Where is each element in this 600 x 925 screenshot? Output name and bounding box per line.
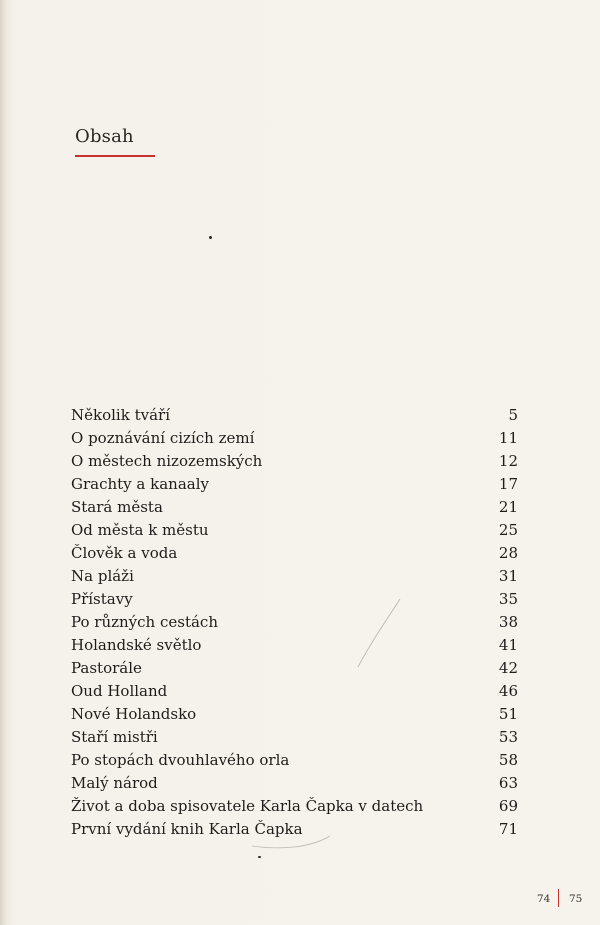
toc-entry [71, 795, 518, 818]
toc-entry [71, 680, 518, 703]
toc-entry [71, 427, 518, 450]
toc-entry-page: 5 [508, 406, 518, 424]
toc-entry-page: 28 [498, 544, 518, 562]
toc-entry-page: 25 [498, 521, 518, 539]
toc-entry-title: O poznávání cizích zemí [71, 429, 255, 447]
toc-entry-page: 53 [498, 728, 518, 746]
toc-entry-title: Na pláži [71, 567, 134, 585]
toc-entry-page: 51 [498, 705, 518, 723]
toc-entry-title: Oud Holland [71, 682, 168, 700]
toc-entry [71, 496, 518, 519]
toc-entry [71, 588, 518, 611]
toc-entry-page: 11 [498, 429, 518, 447]
toc-entry [71, 611, 518, 634]
toc-entry-page: 31 [498, 567, 518, 585]
toc-entry-page: 35 [498, 590, 518, 608]
folio-divider [558, 889, 559, 907]
pencil-mark [250, 832, 340, 852]
toc-entry-page: 71 [498, 820, 518, 838]
toc-entry [71, 565, 518, 588]
toc-entry [71, 657, 518, 680]
toc-entry-page: 17 [498, 475, 518, 493]
page-number-right: 75 [569, 893, 583, 905]
toc-entry-title: Několik tváří [71, 406, 170, 424]
toc-entry-title: Po stopách dvouhlavého orla [71, 751, 290, 769]
toc-entry-title: Život a doba spisovatele Karla Čapka v datech [71, 797, 424, 815]
toc-entry-title: Staří mistři [71, 728, 158, 746]
toc-entry-title: Člověk a voda [71, 544, 178, 562]
toc-entry [71, 634, 518, 657]
toc-entry-page: 42 [498, 659, 518, 677]
toc-entry-page: 41 [498, 636, 518, 654]
ink-speck [209, 236, 212, 239]
page-number-left: 74 [537, 893, 551, 905]
toc-entry-title: Po různých cestách [71, 613, 218, 631]
toc-entry-title: Malý národ [71, 774, 158, 792]
toc-entry-page: 63 [498, 774, 518, 792]
ink-speck [258, 856, 261, 858]
toc-entry [71, 473, 518, 496]
toc-entry [71, 542, 518, 565]
toc-entry-title: Přístavy [71, 590, 133, 608]
toc-entry [71, 450, 518, 473]
toc-entry [71, 772, 518, 795]
toc-entry-page: 58 [498, 751, 518, 769]
toc-entry-page: 69 [498, 797, 518, 815]
toc-entry-page: 12 [498, 452, 518, 470]
toc-entry-title: Holandské světlo [71, 636, 202, 654]
toc-entry [71, 703, 518, 726]
toc-entry [71, 519, 518, 542]
pencil-mark [352, 595, 412, 675]
toc-entry-page: 38 [498, 613, 518, 631]
toc-heading: Obsah [75, 126, 134, 147]
table-of-contents [71, 404, 518, 841]
toc-entry [71, 404, 518, 427]
toc-entry [71, 726, 518, 749]
toc-entry-page: 46 [498, 682, 518, 700]
toc-entry-title: Pastorále [71, 659, 142, 677]
toc-entry [71, 749, 518, 772]
toc-entry-title: Od města k městu [71, 521, 209, 539]
toc-entry-title: První vydání knih Karla Čapka [71, 820, 303, 838]
toc-entry-title: Grachty a kanaaly [71, 475, 209, 493]
heading-underline [75, 155, 155, 157]
toc-entry-title: O městech nizozemských [71, 452, 263, 470]
toc-entry-title: Stará města [71, 498, 163, 516]
toc-entry-page: 21 [498, 498, 518, 516]
toc-entry-title: Nové Holandsko [71, 705, 197, 723]
